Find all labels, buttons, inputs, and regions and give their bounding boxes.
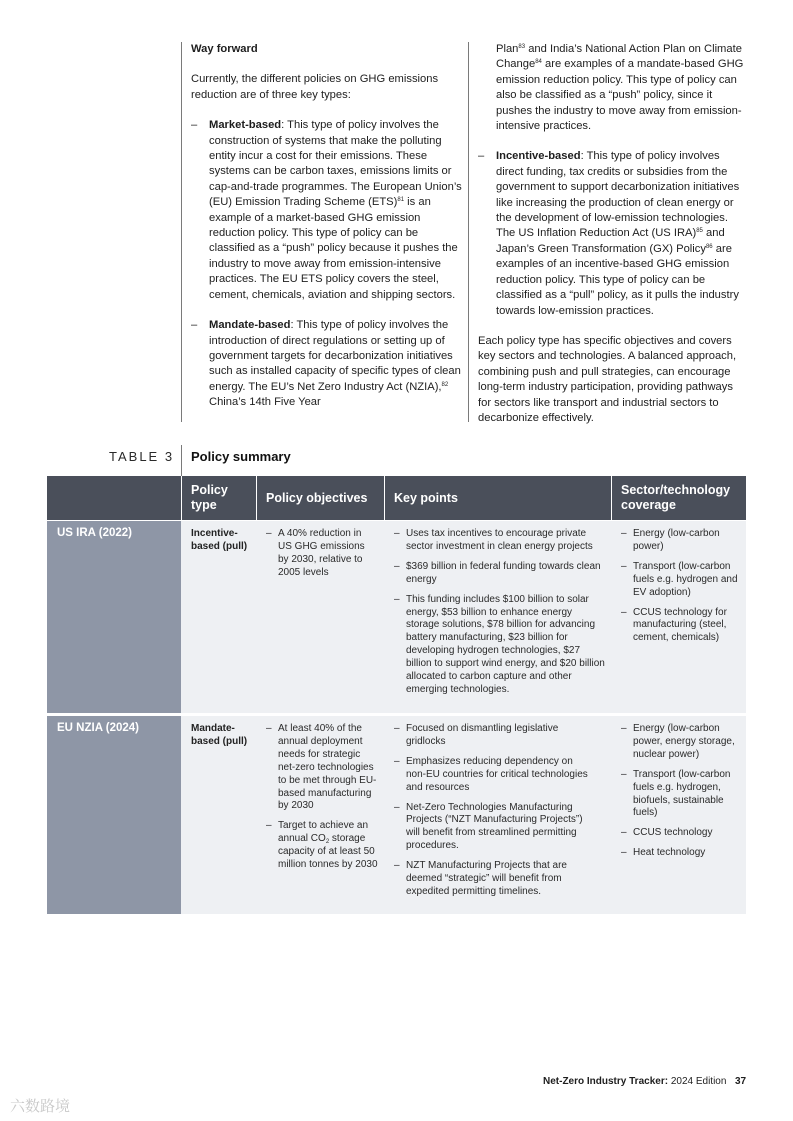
header-policy-type: Policy type: [191, 483, 228, 512]
page-number: 37: [735, 1076, 747, 1087]
list-item: – Energy (low-carbon power, energy storage, nuclear power): [621, 723, 735, 760]
policy-type: Incentive-based (pull): [191, 528, 248, 552]
list-item: – CCUS technology: [621, 827, 713, 839]
policy-name: EU NZIA (2024): [57, 722, 140, 734]
market-based-bullet: – Market-based: This type of policy involves the construction of systems that make the polluting entity incur a cost for their emissions. These systems can be carbon taxes, emissions limits or cap-and-trade programmes. The European Union’s (EU) Emission Trading Scheme (ETS)$^{81}$ is an example of a market-based GHG emission reduction policy. This type of policy can be classified as a “push” policy because it pushes the industry to move away from emission-intensive practices. The EU ETS policy covers the steel, cement, chemicals, aviation and shipping sectors.: [191, 119, 462, 301]
objectives-cell: [266, 723, 378, 872]
list-item: – Energy (low-carbon power): [621, 528, 720, 552]
policy-name: US IRA (2022): [57, 527, 132, 539]
coverage-cell: [621, 723, 741, 860]
key-points-cell: [394, 528, 606, 697]
header-key-points: Key points: [394, 490, 458, 505]
list-item: – This funding includes $100 billion to solar energy, $53 billion to enhance energy storage solutions, $78 billion for advancing battery manufacturing, $23 billion for developing hydrogen technologies, $27 billion to support wind energy, and $20 billion allocated to carbon capture and other emerging technologies.: [394, 593, 605, 695]
list-item: – Heat technology: [621, 847, 706, 859]
list-item: – Focused on dismantling legislative gridlocks: [394, 723, 559, 747]
header-coverage: Sector/technology coverage: [621, 483, 731, 512]
mandate-based-term: Mandate-based: [209, 319, 291, 332]
list-item: – Transport (low-carbon fuels e.g. hydrogen, biofuels, sustainable fuels): [621, 768, 731, 819]
list-item: – CCUS technology for manufacturing (steel, cement, chemicals): [621, 606, 727, 644]
policy-type: Mandate-based (pull): [191, 723, 248, 747]
row-name-cell: [47, 521, 181, 713]
list-item: – Uses tax incentives to encourage private sector investment in clean energy projects: [394, 528, 593, 552]
list-item: – Transport (low-carbon fuels e.g. hydrogen and EV adoption): [621, 560, 738, 598]
intro-paragraph: Currently, the different policies on GHG emissions reduction are of three key types:: [191, 73, 439, 101]
key-points-cell: [394, 723, 594, 899]
watermark: 六数路境: [10, 1098, 71, 1115]
mandate-based-bullet: – Mandate-based: This type of policy involves the introduction of direct regulations or setting up of government targets for decarbonization initiatives such as installed capacity of specific types of clean energy. The EU’s Net Zero Industry Act (NZIA),$^{82}$ China’s 14th Five Year: [191, 319, 461, 409]
right-column: [478, 42, 748, 426]
left-column-rule: [181, 42, 182, 422]
coverage-cell: [621, 528, 741, 645]
right-column-rule: [468, 42, 469, 422]
objectives-cell: [266, 528, 378, 580]
list-item: – Net-Zero Technologies Manufacturing Projects (“NZT Manufacturing Projects”) will benefit from streamlined permitting procedures.: [394, 801, 583, 852]
incentive-based-term: Incentive-based: [496, 150, 581, 163]
incentive-based-bullet: – Incentive-based: This type of policy involves direct funding, tax credits or subsidies from the government to support decarbonization initiatives like increasing the production of clean energy or the development of low-emission technologies. The US Inflation Reduction Act (US IRA)$^{85}$ and Japan’s Green Transformation (GX) Policy$^{86}$ are examples of an incentive-based GHG emission reduction policy. This type of policy can be classified as a “pull” policy, as it pulls the industry towards low-emission practices.: [478, 150, 740, 317]
footnote-ref: 85: [696, 228, 703, 235]
list-item: – Target to achieve an annual $CO_2$ storage capacity of at least 50 million tonnes by 2030: [266, 820, 378, 871]
row-name-cell: [47, 716, 181, 914]
left-column: [191, 42, 463, 411]
footnote-ref: 81: [397, 197, 405, 204]
footnote-ref: 86: [705, 243, 713, 250]
list-item: – Emphasizes reducing dependency on non-EU countries for critical technologies and resources: [394, 755, 588, 793]
list-item: – At least 40% of the annual deployment needs for strategic net-zero technologies to be met through EU-based manufacturing by 2030: [266, 723, 377, 812]
market-based-term: Market-based: [209, 119, 282, 132]
table-label: TABLE 3: [109, 449, 175, 464]
closing-paragraph: Each policy type has specific objectives and covers key sectors and technologies. A balanced approach, combining push and pull strategies, can encourage long-term industry participation, providing pathways for sectors like transport and industrial sectors to decarbonize effectively.: [478, 334, 737, 424]
list-item: – $369 billion in federal funding towards clean energy: [394, 560, 601, 585]
footnote-ref: 83: [518, 44, 526, 50]
table-title: Policy summary: [191, 449, 291, 464]
footnote-ref: 82: [441, 381, 449, 388]
header-policy-objectives: Policy objectives: [266, 490, 368, 505]
header-policy-name: Policy name: [57, 14, 130, 29]
section-heading: Way forward: [191, 43, 258, 55]
footnote-ref: 84: [535, 59, 542, 66]
footer-publication: Net-Zero Industry Tracker: 2024 Edition: [543, 1076, 727, 1087]
caption-rule: [181, 445, 182, 476]
list-item: – A 40% reduction in US GHG emissions by 2030, relative to 2005 levels: [266, 528, 365, 578]
mandate-continuation: Plan$^{83}$ and India’s National Action Plan on Climate Change$^{84}$ are examples of a mandate-based GHG emission reduction policy. This type of policy can also be classified as a “push” policy, since it pushes the industry to move away from emission-intensive practices.: [496, 43, 744, 133]
list-item: – NZT Manufacturing Projects that are deemed “strategic” will benefit from expedited permitting timelines.: [394, 860, 567, 897]
